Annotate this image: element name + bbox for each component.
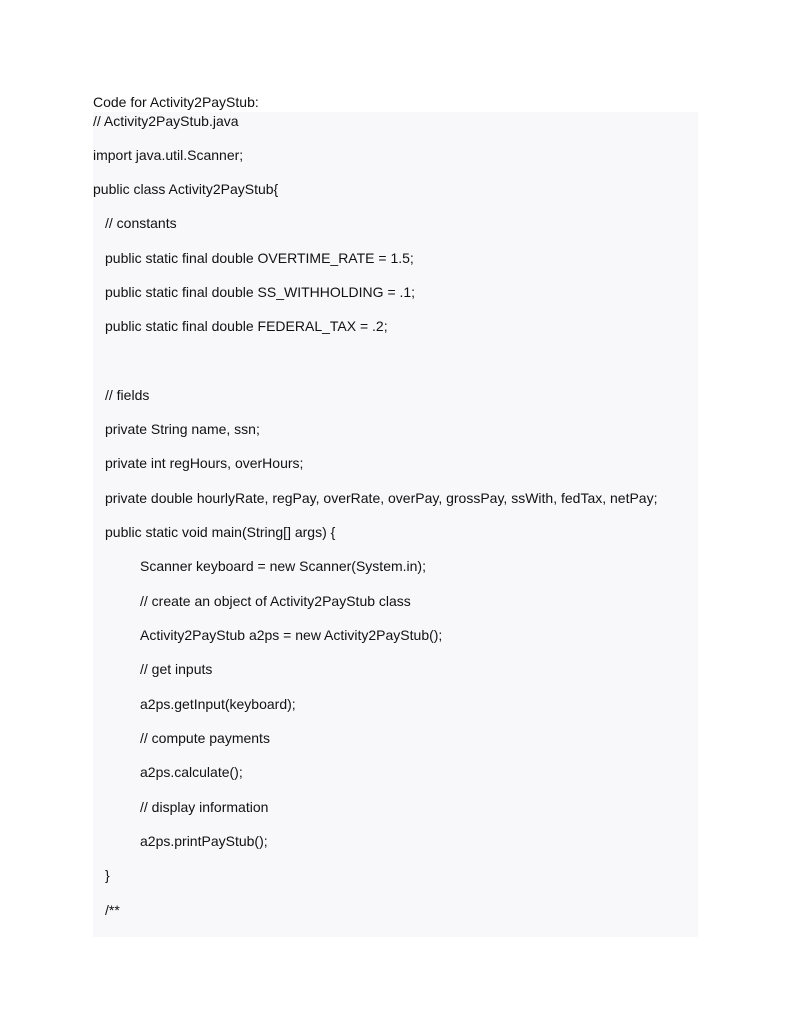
code-line-import: import java.util.Scanner; <box>93 147 244 163</box>
code-line-ss-withholding: public static final double SS_WITHHOLDING = .1; <box>105 284 416 300</box>
code-line-file-comment: // Activity2PayStub.java <box>93 113 239 129</box>
code-line-federal-tax: public static final double FEDERAL_TAX = .2; <box>105 318 388 334</box>
code-block <box>93 112 698 937</box>
code-line-create-object-comment: // create an object of Activity2PayStub class <box>140 593 411 609</box>
code-line-class-declaration: public class Activity2PayStub{ <box>93 181 279 197</box>
code-line-int-fields: private int regHours, overHours; <box>105 455 304 471</box>
code-line-new-object: Activity2PayStub a2ps = new Activity2PayStub(); <box>140 627 443 643</box>
code-line-calculate-call: a2ps.calculate(); <box>140 764 243 780</box>
code-line-get-inputs-comment: // get inputs <box>140 661 213 677</box>
code-line-main-method: public static void main(String[] args) { <box>105 524 336 540</box>
code-line-string-fields: private String name, ssn; <box>105 421 260 437</box>
code-line-double-fields: private double hourlyRate, regPay, overRate, overPay, grossPay, ssWith, fedTax, netPay; <box>105 490 658 506</box>
document-heading: Code for Activity2PayStub: <box>93 94 259 110</box>
code-line-javadoc-start: /** <box>105 902 120 918</box>
code-line-compute-comment: // compute payments <box>140 730 270 746</box>
code-line-constants-comment: // constants <box>105 215 177 231</box>
code-line-overtime-rate: public static final double OVERTIME_RATE = 1.5; <box>105 250 414 266</box>
code-line-fields-comment: // fields <box>105 387 150 403</box>
code-line-print-call: a2ps.printPayStub(); <box>140 833 268 849</box>
code-line-display-comment: // display information <box>140 799 269 815</box>
code-line-scanner: Scanner keyboard = new Scanner(System.in); <box>140 558 426 574</box>
code-line-get-input-call: a2ps.getInput(keyboard); <box>140 696 296 712</box>
code-line-closing-brace: } <box>105 867 110 883</box>
